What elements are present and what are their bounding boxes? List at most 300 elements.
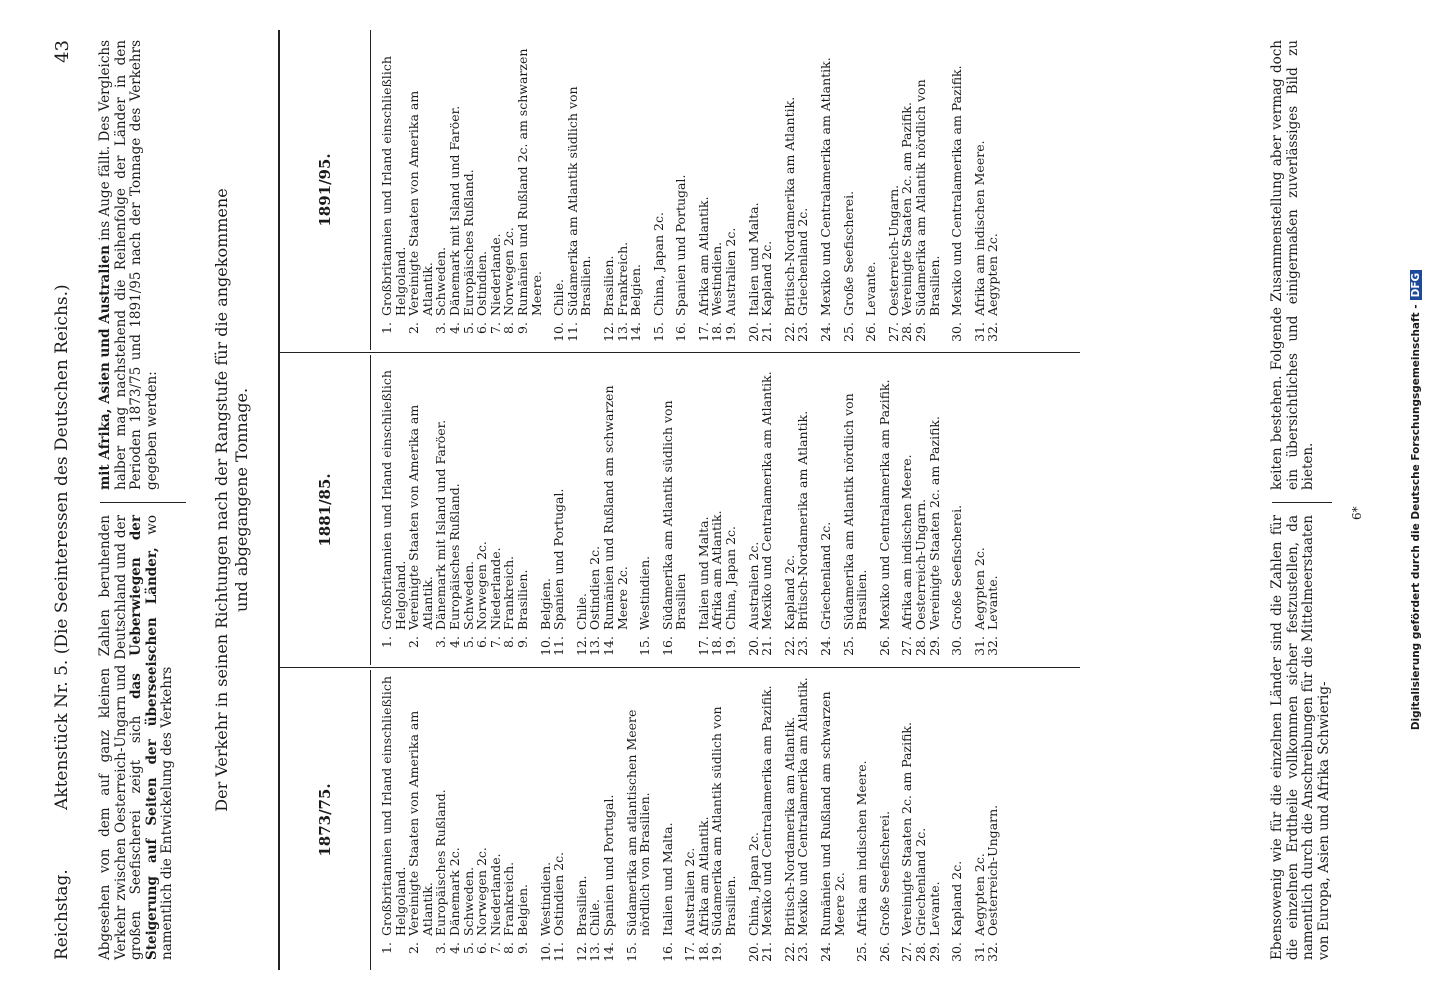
dfg-text: Digitalisierung gefördert durch die Deutsche Forschungsgemeinschaft - bbox=[1410, 304, 1422, 731]
table-row bbox=[448, 358, 462, 660]
rank-number: 6. bbox=[474, 636, 490, 648]
table-row bbox=[380, 672, 407, 966]
signature-mark: 6* bbox=[1350, 506, 1364, 520]
rank-label: Vereinigte Staaten 2c. am Pazifik. bbox=[899, 722, 915, 936]
rank-number: 13. bbox=[587, 636, 603, 656]
rank-label: Niederlande. bbox=[487, 853, 503, 936]
rank-label: Mexiko und Centralamerika am Pazifik. bbox=[876, 379, 892, 630]
rank-label: Vereinigte Staaten von Amerika am Atlantik. bbox=[406, 404, 435, 630]
table-row bbox=[928, 672, 942, 966]
table-row bbox=[724, 358, 738, 660]
rank-label: China, Japan 2c. bbox=[723, 526, 739, 630]
rank-number: 15. bbox=[637, 636, 653, 656]
rank-label: Griechenland 2c. bbox=[795, 207, 811, 316]
rank-label: Südamerika am Atlantik südlich von Brasilien. bbox=[709, 706, 739, 936]
rank-number: 6. bbox=[474, 322, 490, 334]
rank-number: 24. bbox=[818, 942, 834, 962]
rank-label: Rumänien und Rußland 2c. am schwarzen Meere. bbox=[514, 48, 544, 316]
table-row bbox=[380, 34, 407, 346]
rank-number: 26. bbox=[876, 942, 892, 962]
rank-label: Südamerika am atlantischen Meere nördlich von Brasilien. bbox=[623, 709, 653, 936]
table-row bbox=[973, 672, 987, 966]
rank-number: 31. bbox=[971, 942, 987, 962]
rank-number: 30. bbox=[949, 636, 965, 656]
table-row bbox=[448, 34, 462, 346]
table-row bbox=[842, 358, 869, 660]
table-row bbox=[819, 34, 833, 346]
table-row bbox=[434, 34, 448, 346]
rank-label: Belgien. bbox=[537, 577, 553, 630]
table-row bbox=[914, 34, 941, 346]
table-row bbox=[887, 34, 901, 346]
table-row bbox=[710, 358, 724, 660]
rank-number: 4. bbox=[446, 636, 462, 648]
rank-label: Italien und Malta. bbox=[745, 202, 761, 316]
rank-number: 19. bbox=[723, 322, 739, 342]
rank-label: Norwegen 2c. bbox=[474, 541, 490, 630]
rank-number: 17. bbox=[695, 636, 711, 656]
rank-label: Levante. bbox=[926, 881, 942, 936]
table-row bbox=[724, 34, 738, 346]
rank-number: 2. bbox=[406, 636, 422, 648]
rank-label: Vereinigte Staaten 2c. am Pazifik. bbox=[926, 416, 942, 630]
rank-number: 7. bbox=[487, 322, 503, 334]
table-row bbox=[819, 358, 833, 660]
rank-number: 11. bbox=[564, 322, 580, 342]
rank-number: 3. bbox=[433, 636, 449, 648]
rank-number: 20. bbox=[745, 322, 761, 342]
group-gap bbox=[1000, 672, 1009, 966]
table-row bbox=[683, 672, 697, 966]
dfg-logo: DFG bbox=[1410, 270, 1422, 301]
table-row bbox=[914, 672, 928, 966]
rank-number: 11. bbox=[551, 636, 567, 656]
rank-number: 8. bbox=[501, 636, 517, 648]
rank-number: 27. bbox=[885, 322, 901, 342]
rank-number: 31. bbox=[971, 636, 987, 656]
rank-number: 14. bbox=[600, 942, 616, 962]
table-row bbox=[539, 672, 553, 966]
table-row bbox=[489, 34, 503, 346]
table-row bbox=[697, 358, 711, 660]
rank-number: 31. bbox=[971, 322, 987, 342]
rank-number: 23. bbox=[795, 942, 811, 962]
rank-number: 28. bbox=[899, 322, 915, 342]
rank-label: Britisch-Nordamerika am Atlantik. bbox=[795, 410, 811, 630]
table-row bbox=[448, 672, 462, 966]
rank-label: Ostindien. bbox=[474, 250, 490, 316]
closing-col-left: Ebensowenig wie für die einzelnen Länder sind die Zahlen für die einzelnen Erdtheile vollkommen sicher festzustellen, da namentlich durch die Anschreibungen für die Mittelmeerstaaten von Europa, Asien und Afrika Schwierig- bbox=[1269, 515, 1332, 960]
rank-label: Großbritannien und Irland einschließlich Helgoland. bbox=[379, 370, 408, 630]
rank-number: 7. bbox=[487, 636, 503, 648]
rank-number: 1. bbox=[379, 636, 394, 648]
rank-label: Südamerika am Atlantik nördlich von Brasilien. bbox=[840, 393, 870, 630]
rank-label: Kapland 2c. bbox=[949, 860, 965, 936]
table-row bbox=[697, 672, 711, 966]
rank-number: 21. bbox=[759, 636, 775, 656]
rank-number: 25. bbox=[840, 322, 856, 342]
table-row bbox=[552, 358, 566, 660]
rank-number: 8. bbox=[501, 322, 517, 334]
intro-col-right: mit Afrika, Asien und Australien ins Auge fällt. Des Vergleichs halber mag nachstehend die Reihenfolge der Länder in den Perioden 1873/75 und 1891/95 nach der Tonnage des Verkehrs gegeben werden: bbox=[97, 39, 160, 490]
rank-label: Mexiko und Centralamerika am Atlantik. bbox=[818, 57, 834, 316]
rank-label: Westindien. bbox=[637, 555, 653, 630]
rank-label: Ostindien 2c. bbox=[587, 545, 603, 630]
table-row bbox=[697, 34, 711, 346]
rank-label: Große Seefischerei. bbox=[949, 504, 965, 630]
rank-label: Mexiko und Centralamerika am Pazifik. bbox=[949, 65, 965, 316]
rank-number: 18. bbox=[709, 322, 725, 342]
rank-number: 4. bbox=[446, 322, 462, 334]
page-number: 43 bbox=[52, 40, 73, 63]
table-row bbox=[710, 672, 737, 966]
column-rule bbox=[280, 667, 1080, 668]
rank-label: Europäisches Rußland. bbox=[433, 789, 449, 936]
rank-number: 32. bbox=[985, 322, 1001, 342]
rank-number: 5. bbox=[460, 942, 476, 954]
rank-label: Griechenland 2c. bbox=[913, 827, 928, 936]
rank-number: 10. bbox=[537, 636, 553, 656]
table-row bbox=[842, 34, 856, 346]
rank-label: Südamerika am Atlantik südlich von Brasilien bbox=[659, 400, 689, 630]
table-row bbox=[434, 358, 448, 660]
group-gap bbox=[1000, 358, 1009, 660]
rank-label: Frankreich. bbox=[501, 555, 517, 630]
table-row bbox=[950, 358, 964, 660]
rank-number: 6. bbox=[474, 942, 490, 954]
rank-label: Levante. bbox=[985, 575, 1001, 630]
header-center: Aktenstück Nr. 5. (Die Seeinteressen des Deutschen Reichs.) bbox=[52, 284, 72, 810]
table-row bbox=[747, 358, 761, 660]
table-row bbox=[588, 358, 602, 660]
rank-number: 23. bbox=[795, 322, 811, 342]
rank-number: 1. bbox=[379, 942, 394, 954]
rank-label: Frankreich. bbox=[501, 861, 517, 936]
table-row bbox=[602, 34, 616, 346]
table-row bbox=[434, 672, 448, 966]
table-row bbox=[516, 34, 543, 346]
table-row bbox=[475, 34, 489, 346]
rank-number: 27. bbox=[899, 942, 915, 962]
rank-number: 28. bbox=[913, 636, 928, 656]
rank-label: Griechenland 2c. bbox=[818, 521, 834, 630]
rank-number: 9. bbox=[514, 636, 530, 648]
table-row bbox=[796, 672, 810, 966]
table-row bbox=[986, 672, 1000, 966]
rank-number: 20. bbox=[745, 942, 761, 962]
table-row bbox=[760, 358, 774, 660]
rank-label: Oesterreich-Ungarn. bbox=[985, 804, 1001, 936]
rank-label: Rumänien und Rußland am schwarzen Meere 2c. bbox=[818, 691, 847, 936]
rank-number: 32. bbox=[985, 636, 1001, 656]
rank-number: 22. bbox=[781, 322, 797, 342]
rank-number: 7. bbox=[487, 942, 503, 954]
rank-label: Oesterreich-Ungarn. bbox=[913, 498, 928, 630]
table-title: Der Verkehr in seinen Richtungen nach der Rangstufe für die angekommene und abgegangene Tonnage. bbox=[212, 188, 251, 812]
rank-number: 13. bbox=[587, 942, 603, 962]
table-row bbox=[900, 358, 914, 660]
rank-label: Vereinigte Staaten von Amerika am Atlantik. bbox=[406, 710, 435, 936]
column-header-1881: 1881/85. bbox=[280, 355, 371, 665]
table-row bbox=[783, 672, 797, 966]
rank-number: 18. bbox=[695, 942, 711, 962]
rank-label: Afrika am indischen Meere. bbox=[971, 140, 987, 316]
rank-label: Niederlande. bbox=[487, 233, 503, 316]
rank-number: 16. bbox=[659, 942, 675, 962]
closing-paragraph bbox=[1270, 40, 1340, 960]
rank-number: 1. bbox=[379, 322, 394, 334]
table-row bbox=[516, 672, 530, 966]
table-row bbox=[539, 358, 553, 660]
rank-number: 2. bbox=[406, 942, 422, 954]
table-row bbox=[462, 358, 476, 660]
table-row bbox=[575, 672, 589, 966]
rank-label: Spanien und Portugal. bbox=[600, 794, 616, 936]
table-row bbox=[625, 672, 652, 966]
rank-label: Chile. bbox=[573, 593, 589, 630]
table-row bbox=[747, 34, 761, 346]
rank-label: Vereinigte Staaten von Amerika am Atlantik. bbox=[406, 90, 435, 316]
rank-number: 20. bbox=[745, 636, 761, 656]
table-row bbox=[973, 34, 987, 346]
column-1873 bbox=[380, 672, 1009, 966]
rank-number: 17. bbox=[695, 322, 711, 342]
table-row bbox=[819, 672, 846, 966]
rank-label: Afrika am indischen Meere. bbox=[854, 760, 870, 936]
rank-label: China, Japan 2c. bbox=[650, 212, 666, 316]
rank-label: Brasilien. bbox=[600, 255, 616, 316]
rank-number: 11. bbox=[551, 942, 567, 962]
table-row bbox=[462, 672, 476, 966]
table-row bbox=[900, 672, 914, 966]
rank-number: 16. bbox=[659, 636, 675, 656]
rank-number: 12. bbox=[600, 322, 616, 342]
rank-label: Große Seefischerei. bbox=[840, 190, 856, 316]
rank-label: China, Japan 2c. bbox=[745, 832, 761, 936]
rank-number: 15. bbox=[623, 942, 639, 962]
rank-label: Großbritannien und Irland einschließlich Helgoland. bbox=[379, 676, 408, 936]
rank-number: 9. bbox=[514, 942, 530, 954]
rank-label: Britisch-Nordamerika am Atlantik. bbox=[781, 96, 797, 316]
rank-label: Vereinigte Staaten 2c. am Pazifik. bbox=[899, 102, 915, 316]
table-row bbox=[552, 672, 566, 966]
rank-label: Südamerika am Atlantik nördlich von Brasilien. bbox=[913, 79, 942, 316]
rank-label: Brasilien. bbox=[514, 569, 530, 630]
rank-number: 19. bbox=[723, 636, 739, 656]
rank-label: Aegypten 2c. bbox=[985, 233, 1001, 316]
rank-label: Dänemark 2c. bbox=[446, 847, 462, 936]
rank-label: Kapland 2c. bbox=[781, 554, 797, 630]
table-row bbox=[710, 34, 724, 346]
rank-label: Aegypten 2c. bbox=[971, 853, 987, 936]
rank-number: 30. bbox=[949, 942, 965, 962]
column-1881 bbox=[380, 358, 1009, 660]
rank-label: Afrika am Atlantik. bbox=[695, 196, 711, 316]
table-row bbox=[661, 672, 675, 966]
rank-number: 16. bbox=[673, 322, 689, 342]
rank-label: Schweden. bbox=[460, 560, 476, 630]
rank-label: Niederlande. bbox=[487, 547, 503, 630]
table-row bbox=[552, 34, 566, 346]
rank-label: Afrika am indischen Meere. bbox=[899, 454, 915, 630]
rank-label: Mexiko und Centralamerika am Pazifik. bbox=[759, 685, 775, 936]
rank-label: Europäisches Rußland. bbox=[446, 483, 462, 630]
header-left: Reichstag. bbox=[52, 869, 72, 960]
rank-label: Dänemark mit Island und Faröer. bbox=[433, 419, 449, 630]
table-row bbox=[783, 34, 797, 346]
rank-label: Schweden. bbox=[460, 866, 476, 936]
rank-number: 22. bbox=[781, 942, 797, 962]
rank-label: Oesterreich-Ungarn. bbox=[885, 184, 901, 316]
table-row bbox=[407, 358, 434, 660]
rank-number: 10. bbox=[551, 322, 567, 342]
rank-number: 23. bbox=[795, 636, 811, 656]
rank-number: 14. bbox=[600, 636, 616, 656]
rank-number: 26. bbox=[876, 636, 892, 656]
rank-label: Italien und Malta. bbox=[659, 822, 675, 936]
rank-label: Chile. bbox=[587, 899, 603, 936]
column-1891 bbox=[380, 34, 1009, 346]
rank-number: 12. bbox=[573, 942, 589, 962]
table-row bbox=[855, 672, 869, 966]
table-row bbox=[489, 358, 503, 660]
rank-label: Große Seefischerei. bbox=[876, 810, 892, 936]
table-row bbox=[602, 672, 616, 966]
rank-label: Spanien und Portugal. bbox=[673, 174, 689, 316]
table-row bbox=[629, 34, 643, 346]
rank-label: Schweden. bbox=[433, 246, 449, 316]
rank-label: Kapland 2c. bbox=[759, 240, 775, 316]
rank-label: Afrika am Atlantik. bbox=[709, 510, 725, 630]
rank-number: 29. bbox=[926, 636, 942, 656]
table-row bbox=[760, 672, 774, 966]
table-row bbox=[796, 34, 810, 346]
dfg-credit bbox=[1410, 0, 1428, 1000]
intro-paragraph bbox=[98, 40, 190, 960]
rank-number: 24. bbox=[818, 636, 834, 656]
table-row bbox=[973, 358, 987, 660]
table-row bbox=[380, 358, 407, 660]
rank-number: 30. bbox=[949, 322, 965, 342]
rank-label: Belgien. bbox=[514, 883, 530, 936]
rank-number: 19. bbox=[709, 942, 725, 962]
group-gap bbox=[1000, 34, 1009, 346]
rank-number: 27. bbox=[899, 636, 915, 656]
intro-divider bbox=[100, 502, 186, 503]
rank-label: Mexiko und Centralamerika am Atlantik. bbox=[759, 371, 775, 630]
rank-label: Spanien und Portugal. bbox=[551, 488, 567, 630]
rank-number: 3. bbox=[433, 322, 449, 334]
table-row bbox=[489, 672, 503, 966]
rank-label: Mexiko und Centralamerika am Atlantik. bbox=[795, 677, 811, 936]
table-row bbox=[914, 358, 928, 660]
rank-number: 18. bbox=[709, 636, 725, 656]
table-row bbox=[502, 358, 516, 660]
rank-label: Europäisches Rußland. bbox=[460, 169, 476, 316]
rank-label: Afrika am Atlantik. bbox=[695, 816, 711, 936]
intro-col-left: Abgesehen von dem auf ganz kleinen Zahlen beruhenden Verkehr zwischen Oesterreich-Ungarn und Deutschland und der großen Seefischerei zeigt sich das Ueberwiegen der Steigerung auf Seiten der überseeischen Länder, wo namentlich die Entwickelung des Verkehrs bbox=[97, 514, 175, 960]
rank-number: 12. bbox=[573, 636, 589, 656]
rank-number: 5. bbox=[460, 636, 476, 648]
rank-label: Ostindien 2c. bbox=[551, 851, 567, 936]
rank-label: Italien und Malta. bbox=[695, 516, 711, 630]
rank-number: 25. bbox=[854, 942, 870, 962]
rank-number: 2. bbox=[406, 322, 422, 334]
table-row bbox=[986, 358, 1000, 660]
rank-number: 13. bbox=[614, 322, 630, 342]
table-row bbox=[407, 34, 434, 346]
closing-col-right: keiten bestehen. Folgende Zusammenstellung aber vermag doch ein übersichtliches und einigermaßen zuverlässiges Bild zu bieten. bbox=[1269, 40, 1316, 490]
rank-label: Westindien. bbox=[537, 861, 553, 936]
table-row bbox=[674, 34, 688, 346]
table-row bbox=[760, 34, 774, 346]
rank-label: Australien 2c. bbox=[682, 847, 698, 936]
table-row bbox=[950, 34, 964, 346]
column-header-1873: 1873/75. bbox=[280, 670, 371, 970]
table-row bbox=[566, 34, 593, 346]
column-rule bbox=[280, 352, 1080, 353]
table-row bbox=[502, 34, 516, 346]
rank-number: 21. bbox=[759, 942, 775, 962]
table-row bbox=[950, 672, 964, 966]
rank-label: Levante. bbox=[863, 261, 879, 316]
table-row bbox=[878, 672, 892, 966]
rank-number: 3. bbox=[433, 942, 449, 954]
rank-label: Aegypten 2c. bbox=[971, 547, 987, 630]
rank-label: Australien 2c. bbox=[745, 541, 761, 630]
rank-number: 5. bbox=[460, 322, 476, 334]
table-row bbox=[502, 672, 516, 966]
rank-number: 4. bbox=[446, 942, 462, 954]
rank-number: 29. bbox=[913, 322, 928, 342]
column-header-1891: 1891/95. bbox=[280, 30, 371, 350]
rank-label: Westindien. bbox=[709, 241, 725, 316]
rank-number: 32. bbox=[985, 942, 1001, 962]
table-row bbox=[475, 672, 489, 966]
rank-number: 14. bbox=[628, 322, 644, 342]
table-row bbox=[575, 358, 589, 660]
rank-label: Großbritannien und Irland einschließlich Helgoland. bbox=[379, 56, 408, 316]
rank-number: 21. bbox=[759, 322, 775, 342]
rank-label: Südamerika am Atlantik südlich von Brasilien. bbox=[564, 86, 594, 316]
table-row bbox=[638, 358, 652, 660]
rank-label: Brasilien. bbox=[573, 875, 589, 936]
table-row bbox=[407, 672, 434, 966]
table-row bbox=[747, 672, 761, 966]
table-row bbox=[900, 34, 914, 346]
table-row bbox=[783, 358, 797, 660]
table-row bbox=[602, 358, 629, 660]
table-row bbox=[928, 358, 942, 660]
rank-label: Dänemark mit Island und Faröer. bbox=[446, 105, 462, 316]
rank-number: 9. bbox=[514, 322, 530, 334]
rank-label: Australien 2c. bbox=[723, 227, 739, 316]
ranking-table bbox=[278, 30, 1080, 970]
rank-label: Britisch-Nordamerika am Atlantik. bbox=[781, 716, 797, 936]
table-row bbox=[878, 358, 892, 660]
table-row bbox=[661, 358, 688, 660]
rank-number: 25. bbox=[840, 636, 856, 656]
table-row bbox=[864, 34, 878, 346]
table-row bbox=[516, 358, 530, 660]
table-row bbox=[986, 34, 1000, 346]
rank-label: Frankreich. bbox=[614, 241, 630, 316]
rank-number: 10. bbox=[537, 942, 553, 962]
rank-number: 17. bbox=[682, 942, 698, 962]
rank-number: 28. bbox=[913, 942, 928, 962]
rank-label: Chile. bbox=[551, 279, 567, 316]
rank-number: 24. bbox=[818, 322, 834, 342]
